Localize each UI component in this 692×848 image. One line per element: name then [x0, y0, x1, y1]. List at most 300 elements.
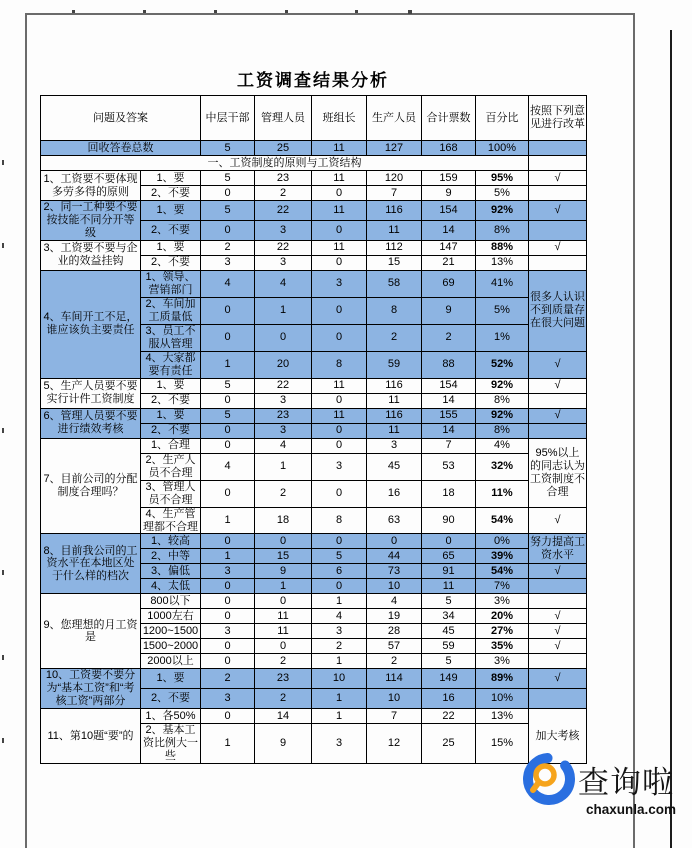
value-cell[interactable]: 11 — [312, 408, 367, 423]
value-cell[interactable]: 58 — [367, 270, 422, 297]
answer-row — [41, 709, 587, 724]
check-cell[interactable] — [529, 423, 587, 438]
check-cell[interactable]: √ — [529, 408, 587, 423]
value-cell[interactable]: 0 — [201, 324, 255, 351]
value-cell[interactable]: 0 — [255, 534, 312, 549]
answer-row — [41, 201, 587, 221]
value-cell[interactable]: 0 — [201, 220, 255, 240]
value-cell[interactable]: 0 — [201, 480, 255, 507]
answer-cell[interactable]: 1、要 — [141, 240, 201, 255]
check-cell[interactable] — [529, 255, 587, 270]
check-cell[interactable] — [529, 689, 587, 709]
value-cell[interactable]: 22 — [255, 240, 312, 255]
answer-cell[interactable]: 2、中等 — [141, 549, 201, 564]
value-cell[interactable]: 0 — [201, 609, 255, 624]
value-cell[interactable]: 116 — [367, 201, 422, 221]
value-cell[interactable]: 0 — [312, 534, 367, 549]
header-row — [41, 96, 587, 141]
section-row — [41, 156, 587, 171]
summary-row — [41, 141, 587, 156]
check-cell[interactable]: √ — [529, 378, 587, 393]
value-cell[interactable]: 4 — [312, 609, 367, 624]
value-cell[interactable]: 59 — [367, 351, 422, 378]
percent-cell[interactable]: 11% — [476, 480, 529, 507]
value-cell[interactable]: 22 — [422, 709, 476, 724]
value-cell[interactable]: 2 — [422, 324, 476, 351]
question-cell[interactable]: 10、工资要不要分为“基本工资”和“考核工资”两部分 — [41, 669, 141, 709]
value-cell[interactable]: 0 — [312, 186, 367, 201]
value-cell[interactable]: 11 — [422, 579, 476, 594]
value-cell[interactable]: 34 — [422, 609, 476, 624]
value-cell[interactable]: 8 — [367, 297, 422, 324]
value-cell[interactable]: 12 — [367, 724, 422, 764]
value-cell[interactable]: 3 — [255, 423, 312, 438]
summary-value-cell[interactable]: 11 — [312, 141, 367, 156]
value-cell[interactable]: 59 — [422, 639, 476, 654]
remark-cell[interactable]: 努力提高工资水平 — [529, 534, 587, 564]
value-cell[interactable]: 11 — [367, 393, 422, 408]
answer-cell[interactable]: 1、要 — [141, 171, 201, 186]
value-cell[interactable]: 65 — [422, 549, 476, 564]
value-cell[interactable]: 0 — [312, 438, 367, 453]
value-cell[interactable]: 53 — [422, 453, 476, 480]
value-cell[interactable]: 3 — [201, 689, 255, 709]
value-cell[interactable]: 149 — [422, 669, 476, 689]
value-cell[interactable]: 147 — [422, 240, 476, 255]
chaxunla-watermark — [520, 750, 692, 822]
section-remark-cell[interactable] — [529, 156, 587, 171]
col-header-3[interactable]: 班组长 — [312, 96, 367, 141]
remark-cell[interactable]: 加大考核 — [529, 709, 587, 764]
value-cell[interactable]: 0 — [201, 186, 255, 201]
percent-cell[interactable]: 5% — [476, 297, 529, 324]
value-cell[interactable]: 114 — [367, 669, 422, 689]
value-cell[interactable]: 0 — [312, 579, 367, 594]
question-cell[interactable]: 2、同一工种要不要按技能不同分开等级 — [41, 201, 141, 241]
value-cell[interactable]: 3 — [255, 393, 312, 408]
percent-cell[interactable]: 89% — [476, 669, 529, 689]
percent-cell[interactable]: 13% — [476, 709, 529, 724]
check-cell[interactable]: √ — [529, 639, 587, 654]
scan-tick — [143, 10, 146, 13]
percent-cell[interactable]: 3% — [476, 654, 529, 669]
col-header-5[interactable]: 合计票数 — [422, 96, 476, 141]
value-cell[interactable]: 0 — [312, 393, 367, 408]
percent-cell[interactable]: 8% — [476, 393, 529, 408]
value-cell[interactable]: 11 — [312, 171, 367, 186]
value-cell[interactable]: 21 — [422, 255, 476, 270]
value-cell[interactable]: 0 — [312, 255, 367, 270]
col-header-1[interactable]: 中层干部 — [201, 96, 255, 141]
value-cell[interactable]: 1 — [201, 724, 255, 764]
percent-cell[interactable]: 1% — [476, 324, 529, 351]
value-cell[interactable]: 116 — [367, 408, 422, 423]
value-cell[interactable]: 10 — [367, 689, 422, 709]
salary-survey-table — [40, 95, 587, 764]
scan-tick — [2, 160, 4, 165]
value-cell[interactable]: 1 — [201, 507, 255, 534]
percent-cell[interactable]: 13% — [476, 255, 529, 270]
value-cell[interactable]: 1 — [312, 654, 367, 669]
value-cell[interactable]: 2 — [255, 186, 312, 201]
scan-tick — [408, 10, 412, 14]
value-cell[interactable]: 0 — [201, 639, 255, 654]
question-cell[interactable]: 1、工资要不要体现多劳多得的原则 — [41, 171, 141, 201]
value-cell[interactable]: 0 — [312, 480, 367, 507]
percent-cell[interactable]: 95% — [476, 171, 529, 186]
value-cell[interactable]: 1 — [201, 351, 255, 378]
value-cell[interactable]: 0 — [422, 534, 476, 549]
answer-cell[interactable]: 4、大家都要有责任 — [141, 351, 201, 378]
value-cell[interactable]: 0 — [312, 297, 367, 324]
value-cell[interactable]: 0 — [201, 534, 255, 549]
value-cell[interactable]: 2 — [255, 480, 312, 507]
check-cell[interactable] — [529, 579, 587, 594]
magnifier-icon — [520, 750, 578, 808]
value-cell[interactable]: 10 — [367, 579, 422, 594]
value-cell[interactable]: 7 — [367, 709, 422, 724]
answer-cell[interactable]: 2、车间加工质量低 — [141, 297, 201, 324]
value-cell[interactable]: 18 — [422, 480, 476, 507]
answer-cell[interactable]: 1、较高 — [141, 534, 201, 549]
value-cell[interactable]: 4 — [255, 270, 312, 297]
question-cell[interactable]: 11、第10题“要”的 — [41, 709, 141, 764]
value-cell[interactable]: 14 — [422, 423, 476, 438]
answer-cell[interactable]: 2、不要 — [141, 423, 201, 438]
value-cell[interactable]: 1 — [312, 689, 367, 709]
value-cell[interactable]: 0 — [201, 709, 255, 724]
value-cell[interactable]: 0 — [312, 220, 367, 240]
value-cell[interactable]: 28 — [367, 624, 422, 639]
value-cell[interactable]: 8 — [312, 351, 367, 378]
value-cell[interactable]: 1 — [255, 453, 312, 480]
value-cell[interactable]: 18 — [255, 507, 312, 534]
check-cell[interactable]: √ — [529, 240, 587, 255]
summary-remark-cell[interactable] — [529, 141, 587, 156]
value-cell[interactable]: 5 — [201, 171, 255, 186]
value-cell[interactable]: 9 — [422, 186, 476, 201]
value-cell[interactable]: 15 — [255, 549, 312, 564]
value-cell[interactable]: 154 — [422, 378, 476, 393]
value-cell[interactable]: 91 — [422, 564, 476, 579]
value-cell[interactable]: 0 — [201, 594, 255, 609]
answer-cell[interactable]: 1000左右 — [141, 609, 201, 624]
value-cell[interactable]: 16 — [367, 480, 422, 507]
answer-row — [41, 270, 587, 297]
value-cell[interactable]: 4 — [255, 438, 312, 453]
value-cell[interactable]: 9 — [255, 564, 312, 579]
value-cell[interactable]: 0 — [312, 423, 367, 438]
value-cell[interactable]: 0 — [201, 297, 255, 324]
value-cell[interactable]: 14 — [422, 393, 476, 408]
answer-cell[interactable]: 1、要 — [141, 378, 201, 393]
scan-tick — [2, 655, 4, 660]
check-cell[interactable]: √ — [529, 669, 587, 689]
value-cell[interactable]: 1 — [201, 549, 255, 564]
answer-cell[interactable]: 1、要 — [141, 669, 201, 689]
value-cell[interactable]: 2 — [201, 669, 255, 689]
value-cell[interactable]: 11 — [312, 378, 367, 393]
value-cell[interactable]: 3 — [312, 270, 367, 297]
check-cell[interactable]: √ — [529, 171, 587, 186]
answer-cell[interactable]: 2、不要 — [141, 220, 201, 240]
value-cell[interactable]: 7 — [422, 438, 476, 453]
value-cell[interactable]: 0 — [312, 324, 367, 351]
percent-cell[interactable]: 15% — [476, 724, 529, 764]
value-cell[interactable]: 3 — [312, 624, 367, 639]
value-cell[interactable]: 0 — [201, 654, 255, 669]
question-cell[interactable]: 4、车间开工不足，谁应该负主要责任 — [41, 270, 141, 378]
answer-row — [41, 378, 587, 393]
value-cell[interactable]: 3 — [312, 724, 367, 764]
value-cell[interactable]: 3 — [367, 438, 422, 453]
percent-cell[interactable]: 92% — [476, 378, 529, 393]
value-cell[interactable]: 116 — [367, 378, 422, 393]
answer-cell[interactable]: 2、基本工资比例大一些 — [141, 724, 201, 764]
answer-cell[interactable]: 2、不要 — [141, 689, 201, 709]
answer-cell[interactable]: 2、不要 — [141, 186, 201, 201]
value-cell[interactable]: 1 — [312, 709, 367, 724]
percent-cell[interactable]: 54% — [476, 564, 529, 579]
answer-row — [41, 534, 587, 549]
value-cell[interactable]: 11 — [312, 240, 367, 255]
value-cell[interactable]: 14 — [255, 709, 312, 724]
value-cell[interactable]: 9 — [255, 724, 312, 764]
percent-cell[interactable]: 8% — [476, 423, 529, 438]
summary-value-cell[interactable]: 168 — [422, 141, 476, 156]
value-cell[interactable]: 25 — [422, 724, 476, 764]
value-cell[interactable]: 45 — [422, 624, 476, 639]
page-border-right — [633, 13, 635, 848]
check-cell[interactable]: √ — [529, 201, 587, 221]
value-cell[interactable]: 88 — [422, 351, 476, 378]
value-cell[interactable]: 90 — [422, 507, 476, 534]
value-cell[interactable]: 11 — [367, 423, 422, 438]
value-cell[interactable]: 4 — [201, 453, 255, 480]
summary-percent-cell[interactable]: 100% — [476, 141, 529, 156]
value-cell[interactable]: 5 — [201, 378, 255, 393]
answer-cell[interactable]: 1、领导、营销部门 — [141, 270, 201, 297]
value-cell[interactable]: 3 — [201, 564, 255, 579]
answer-cell[interactable]: 1500~2000 — [141, 639, 201, 654]
value-cell[interactable]: 1 — [255, 297, 312, 324]
value-cell[interactable]: 44 — [367, 549, 422, 564]
value-cell[interactable]: 57 — [367, 639, 422, 654]
value-cell[interactable]: 5 — [422, 654, 476, 669]
value-cell[interactable]: 11 — [367, 220, 422, 240]
value-cell[interactable]: 9 — [422, 297, 476, 324]
value-cell[interactable]: 0 — [255, 639, 312, 654]
value-cell[interactable]: 23 — [255, 669, 312, 689]
answer-row — [41, 240, 587, 255]
check-cell[interactable] — [529, 220, 587, 240]
col-header-2[interactable]: 管理人员 — [255, 96, 312, 141]
value-cell[interactable]: 5 — [201, 408, 255, 423]
check-cell[interactable]: √ — [529, 624, 587, 639]
value-cell[interactable]: 0 — [255, 594, 312, 609]
answer-cell[interactable]: 1、要 — [141, 201, 201, 221]
value-cell[interactable]: 3 — [201, 255, 255, 270]
value-cell[interactable]: 0 — [201, 438, 255, 453]
value-cell[interactable]: 4 — [367, 594, 422, 609]
scan-tick — [2, 570, 4, 575]
percent-cell[interactable]: 92% — [476, 408, 529, 423]
value-cell[interactable]: 16 — [422, 689, 476, 709]
question-cell[interactable]: 9、您理想的月工资是 — [41, 594, 141, 669]
value-cell[interactable]: 23 — [255, 408, 312, 423]
value-cell[interactable]: 22 — [255, 201, 312, 221]
answer-row — [41, 438, 587, 453]
value-cell[interactable]: 3 — [312, 453, 367, 480]
percent-cell[interactable]: 41% — [476, 270, 529, 297]
answer-row — [41, 408, 587, 423]
scan-tick — [2, 738, 4, 743]
value-cell[interactable]: 2 — [312, 639, 367, 654]
answer-cell[interactable]: 2000以上 — [141, 654, 201, 669]
answer-cell[interactable]: 3、管理人员不合理 — [141, 480, 201, 507]
value-cell[interactable]: 3 — [255, 255, 312, 270]
answer-cell[interactable]: 3、员工不服从管理 — [141, 324, 201, 351]
value-cell[interactable]: 0 — [201, 579, 255, 594]
summary-label-cell[interactable]: 回收答卷总数 — [41, 141, 201, 156]
value-cell[interactable]: 15 — [367, 255, 422, 270]
percent-cell[interactable]: 4% — [476, 438, 529, 453]
value-cell[interactable]: 0 — [255, 324, 312, 351]
answer-cell[interactable]: 800以下 — [141, 594, 201, 609]
question-cell[interactable]: 3、工资要不要与企业的效益挂钩 — [41, 240, 141, 270]
answer-cell[interactable]: 3、偏低 — [141, 564, 201, 579]
value-cell[interactable]: 155 — [422, 408, 476, 423]
percent-cell[interactable]: 27% — [476, 624, 529, 639]
col-header-question[interactable]: 问题及答案 — [41, 96, 201, 141]
remark-cell[interactable]: 95%以上的同志认为工资制度不合理 — [529, 438, 587, 507]
answer-cell[interactable]: 1200~1500 — [141, 624, 201, 639]
value-cell[interactable]: 11 — [255, 609, 312, 624]
value-cell[interactable]: 69 — [422, 270, 476, 297]
value-cell[interactable]: 11 — [312, 201, 367, 221]
col-header-remark[interactable]: 按照下列意见进行改革 — [529, 96, 587, 141]
col-header-6[interactable]: 百分比 — [476, 96, 529, 141]
value-cell[interactable]: 22 — [255, 378, 312, 393]
answer-cell[interactable]: 1、合理 — [141, 438, 201, 453]
col-header-4[interactable]: 生产人员 — [367, 96, 422, 141]
answer-row — [41, 171, 587, 186]
value-cell[interactable]: 3 — [201, 624, 255, 639]
question-cell[interactable]: 8、目前我公司的工资水平在本地区处于什么样的档次 — [41, 534, 141, 594]
value-cell[interactable]: 63 — [367, 507, 422, 534]
question-cell[interactable]: 5、生产人员要不要实行计件工资制度 — [41, 378, 141, 408]
percent-cell[interactable]: 8% — [476, 220, 529, 240]
summary-value-cell[interactable]: 127 — [367, 141, 422, 156]
percent-cell[interactable]: 3% — [476, 594, 529, 609]
value-cell[interactable]: 0 — [201, 423, 255, 438]
percent-cell[interactable]: 32% — [476, 453, 529, 480]
percent-cell[interactable]: 7% — [476, 579, 529, 594]
percent-cell[interactable]: 88% — [476, 240, 529, 255]
value-cell[interactable]: 159 — [422, 171, 476, 186]
value-cell[interactable]: 0 — [201, 393, 255, 408]
value-cell[interactable]: 10 — [312, 669, 367, 689]
percent-cell[interactable]: 5% — [476, 186, 529, 201]
value-cell[interactable]: 14 — [422, 220, 476, 240]
value-cell[interactable]: 2 — [255, 654, 312, 669]
value-cell[interactable]: 2 — [367, 324, 422, 351]
value-cell[interactable]: 23 — [255, 171, 312, 186]
value-cell[interactable]: 2 — [367, 654, 422, 669]
scan-tick — [2, 428, 4, 433]
percent-cell[interactable]: 92% — [476, 201, 529, 221]
value-cell[interactable]: 19 — [367, 609, 422, 624]
answer-cell[interactable]: 2、生产人员不合理 — [141, 453, 201, 480]
answer-cell[interactable]: 1、各50% — [141, 709, 201, 724]
answer-cell[interactable]: 1、要 — [141, 408, 201, 423]
value-cell[interactable]: 1 — [312, 594, 367, 609]
answer-cell[interactable]: 2、不要 — [141, 393, 201, 408]
question-cell[interactable]: 6、管理人员要不要进行绩效考核 — [41, 408, 141, 438]
check-cell[interactable]: √ — [529, 609, 587, 624]
value-cell[interactable]: 45 — [367, 453, 422, 480]
check-cell[interactable]: √ — [529, 351, 587, 378]
percent-cell[interactable]: 35% — [476, 639, 529, 654]
value-cell[interactable]: 11 — [255, 624, 312, 639]
value-cell[interactable]: 5 — [312, 549, 367, 564]
answer-cell[interactable]: 2、不要 — [141, 255, 201, 270]
percent-cell[interactable]: 54% — [476, 507, 529, 534]
scan-tick — [214, 10, 217, 13]
check-cell[interactable] — [529, 186, 587, 201]
value-cell[interactable]: 154 — [422, 201, 476, 221]
check-cell[interactable]: √ — [529, 564, 587, 579]
remark-cell[interactable]: 很多人认识不到质量存在很大问题 — [529, 270, 587, 351]
answer-cell[interactable]: 4、太低 — [141, 579, 201, 594]
value-cell[interactable]: 2 — [201, 240, 255, 255]
value-cell[interactable]: 3 — [255, 220, 312, 240]
percent-cell[interactable]: 39% — [476, 549, 529, 564]
value-cell[interactable]: 5 — [201, 201, 255, 221]
check-cell[interactable]: √ — [529, 507, 587, 534]
check-cell[interactable] — [529, 654, 587, 669]
percent-cell[interactable]: 20% — [476, 609, 529, 624]
percent-cell[interactable]: 10% — [476, 689, 529, 709]
value-cell[interactable]: 112 — [367, 240, 422, 255]
value-cell[interactable]: 20 — [255, 351, 312, 378]
check-cell[interactable] — [529, 393, 587, 408]
value-cell[interactable]: 1 — [255, 579, 312, 594]
page-edge-line — [670, 30, 672, 848]
percent-cell[interactable]: 0% — [476, 534, 529, 549]
value-cell[interactable]: 73 — [367, 564, 422, 579]
answer-cell[interactable]: 4、生产管理都不合理 — [141, 507, 201, 534]
value-cell[interactable]: 8 — [312, 507, 367, 534]
value-cell[interactable]: 6 — [312, 564, 367, 579]
question-cell[interactable]: 7、目前公司的分配制度合理吗？ — [41, 438, 141, 534]
value-cell[interactable]: 7 — [367, 186, 422, 201]
check-cell[interactable] — [529, 594, 587, 609]
scan-tick — [355, 10, 358, 13]
page-border-top — [25, 13, 635, 15]
value-cell[interactable]: 5 — [422, 594, 476, 609]
value-cell[interactable]: 120 — [367, 171, 422, 186]
summary-value-cell[interactable]: 5 — [201, 141, 255, 156]
value-cell[interactable]: 0 — [367, 534, 422, 549]
summary-value-cell[interactable]: 25 — [255, 141, 312, 156]
scan-tick — [2, 243, 4, 248]
page-border-left — [25, 13, 27, 848]
value-cell[interactable]: 4 — [201, 270, 255, 297]
percent-cell[interactable]: 52% — [476, 351, 529, 378]
value-cell[interactable]: 2 — [255, 689, 312, 709]
section-title-cell[interactable]: 一、工资制度的原则与工资结构 — [41, 156, 529, 171]
